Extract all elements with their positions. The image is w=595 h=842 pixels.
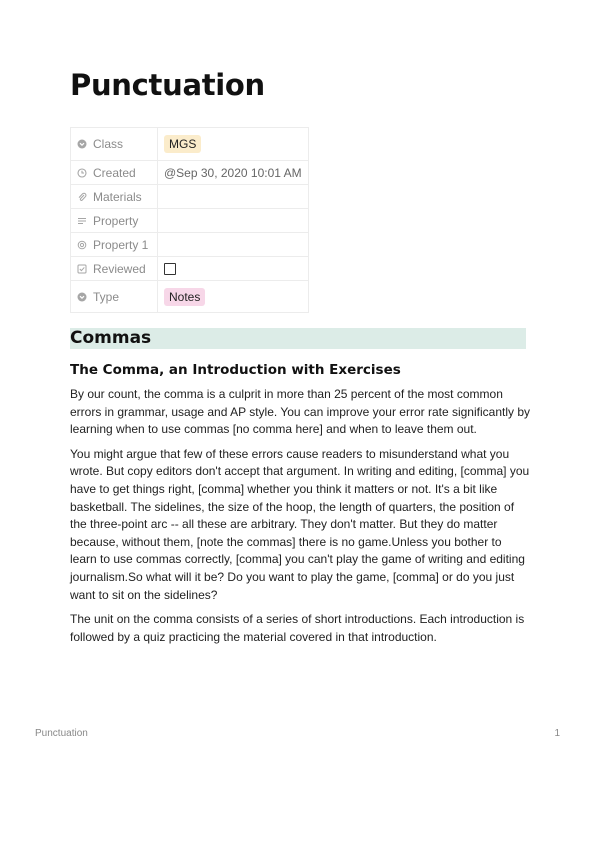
property-name-cell (71, 281, 158, 313)
property-label: Type (93, 289, 120, 304)
select-icon (77, 139, 87, 149)
paperclip-icon (77, 192, 87, 202)
property-row-type (71, 281, 309, 313)
clock-icon (77, 168, 87, 178)
property-row-property-1 (71, 233, 309, 257)
property-row-reviewed (71, 257, 309, 281)
property-name-cell (71, 233, 158, 257)
link-icon (77, 240, 87, 250)
body-text (70, 386, 530, 653)
property-name-cell (71, 209, 158, 233)
footer-title: Punctuation (35, 728, 88, 739)
property-label: Class (93, 137, 124, 151)
property-value-cell[interactable] (158, 185, 309, 209)
paragraph: The unit on the comma consists of a series of short introductions. Each introduction is followed by a quiz practicing the material covered in that introduction. (70, 612, 525, 644)
property-row-class (71, 128, 309, 161)
section-heading: Commas (70, 328, 526, 349)
property-row-property (71, 209, 309, 233)
page-title: Punctuation (70, 68, 265, 102)
property-name-cell (71, 257, 158, 281)
property-value-cell (158, 161, 309, 185)
property-value-cell[interactable] (158, 128, 309, 161)
property-label: Materials (93, 189, 142, 204)
property-name-cell (71, 185, 158, 209)
property-name-cell (71, 161, 158, 185)
property-row-materials (71, 185, 309, 209)
property-value-cell (158, 257, 309, 281)
property-value-cell[interactable] (158, 281, 309, 313)
property-label: Reviewed (93, 261, 146, 276)
property-value-cell[interactable] (158, 209, 309, 233)
page-number: 1 (554, 728, 560, 739)
property-name-cell (71, 128, 158, 161)
property-label: Property 1 (93, 237, 149, 252)
property-label: Created (93, 165, 136, 180)
section-subheading: The Comma, an Introduction with Exercises (70, 362, 401, 378)
property-row-created (71, 161, 309, 185)
property-value-cell[interactable] (158, 233, 309, 257)
checkbox-icon (77, 264, 87, 274)
reviewed-checkbox[interactable] (164, 263, 176, 275)
property-label: Property (93, 213, 139, 228)
type-tag[interactable]: Notes (164, 288, 205, 306)
select-icon (77, 292, 87, 302)
properties-table (70, 127, 309, 313)
paragraph: By our count, the comma is a culprit in more than 25 percent of the most common errors in grammar, usage and AP style. You can improve your error rate significantly by learning when to use commas [no comma here] and when to leave them out. (70, 387, 531, 437)
paragraph: You might argue that few of these errors cause readers to misunderstand what you wrote. But copy editors don't accept that argument. In writing and editing, [comma] you have to get things right, [comma] whether you think it matters or not. It's a bit like basketball. The sidelines, the size of the hoop, the length of quarters, the position of the three-point arc -- all these are arbitrary. They don't matter. But they do matter because, without them, [note the commas] there is no game.Unless you bother to learn to use commas correctly, [comma] you can't play the game of writing and editing journalism.So what will it be? Do you want to play the game, [comma] or do you just want to sit on the sidelines? (70, 446, 530, 602)
created-date: @Sep 30, 2020 10:01 AM (164, 165, 302, 180)
class-tag[interactable]: MGS (164, 135, 201, 153)
text-lines-icon (77, 216, 87, 226)
